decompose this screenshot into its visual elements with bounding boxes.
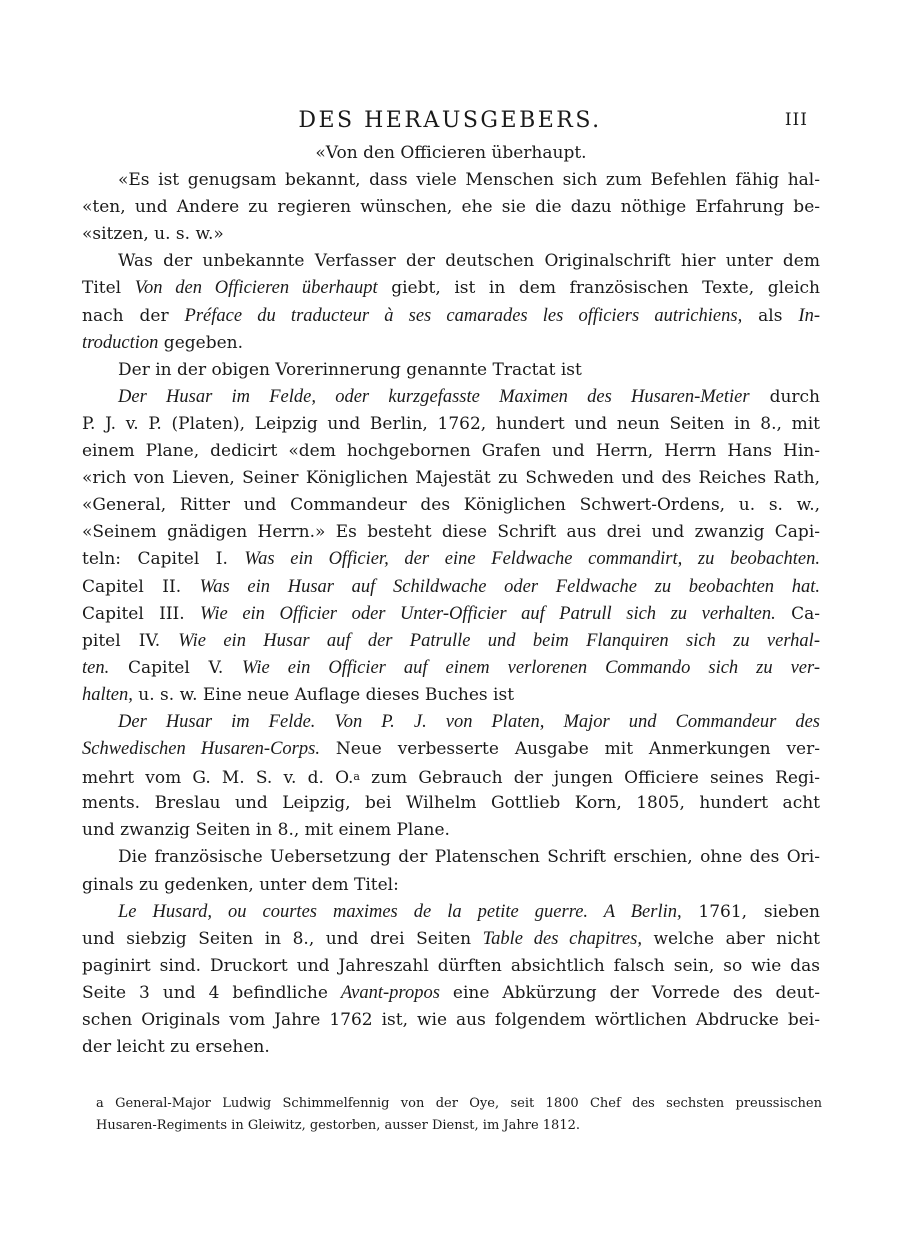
text-line: ments. Breslau und Leipzig, bei Wilhelm Gottlieb Korn, 1805, hundert acht bbox=[82, 793, 820, 814]
running-title: DES HERAUSGEBERS. bbox=[298, 108, 602, 133]
footnotes bbox=[96, 1093, 822, 1137]
text-line: paginirt sind. Druckort und Jahreszahl dürften absichtlich falsch sein, so wie das bbox=[82, 955, 820, 976]
text-line bbox=[82, 303, 820, 330]
text-span: Titel bbox=[82, 278, 135, 299]
text-line: Die französische Uebersetzung der Platenschen Schrift erschien, ohne des Ori- bbox=[118, 847, 820, 868]
footnote-marker: a bbox=[353, 770, 360, 784]
text-line: «rich von Lieven, Seiner Königlichen Majestät zu Schweden und des Reiches Rath, bbox=[82, 468, 820, 489]
text-line: «Es ist genugsam bekannt, dass viele Menschen sich zum Befehlen fähig hal- bbox=[118, 170, 820, 191]
text-span: gegeben. bbox=[158, 332, 243, 353]
italic-text: Wie ein Officier oder Unter-Officier auf Patrull sich zu verhalten. bbox=[200, 603, 776, 624]
text-span: teln: Capitel I. bbox=[82, 549, 245, 570]
italic-text: Schwedischen Husaren-Corps. bbox=[82, 739, 320, 760]
text-line: «Von den Officieren überhaupt. bbox=[315, 143, 587, 163]
text-line: ginals zu gedenken, unter dem Titel: bbox=[82, 874, 399, 895]
text-span: und siebzig Seiten in 8., und drei Seiten bbox=[82, 928, 483, 949]
text-span: Capitel V. bbox=[109, 657, 243, 678]
text-span: Neue verbesserte Ausgabe mit Anmerkungen ver- bbox=[319, 739, 820, 760]
text-span: Capitel II. bbox=[82, 576, 200, 597]
text-line bbox=[82, 763, 820, 790]
italic-text: Wie ein Officier auf einem verlorenen Commando sich zu ver- bbox=[242, 657, 820, 678]
text-line bbox=[82, 980, 820, 1007]
running-header bbox=[0, 104, 900, 138]
text-line bbox=[82, 275, 820, 302]
page-number: III bbox=[784, 110, 808, 130]
italic-text: Wie ein Husar auf der Patrulle und beim Flanquiren sich zu verhal- bbox=[178, 630, 820, 651]
italic-text: Was ein Officier, der eine Feldwache commandirt, zu beobachten. bbox=[244, 549, 820, 570]
text-line bbox=[82, 899, 820, 926]
body-text bbox=[82, 140, 820, 1061]
text-span: durch bbox=[749, 386, 820, 407]
text-span: u. s. w. Eine neue Auflage dieses Buches ist bbox=[132, 684, 515, 705]
text-span: pitel IV. bbox=[82, 630, 179, 651]
text-line bbox=[82, 655, 820, 682]
text-line bbox=[82, 682, 820, 709]
text-span: 1761, sieben bbox=[681, 901, 820, 922]
text-line bbox=[82, 926, 820, 953]
text-line: Der in der obigen Vorerinnerung genannte Tractat ist bbox=[118, 359, 582, 380]
text-span: welche aber nicht bbox=[641, 928, 820, 949]
text-line: «General, Ritter und Commandeur des Königlichen Schwert-Ordens, u. s. w., bbox=[82, 495, 820, 516]
footnote-line: Husaren-Regiments in Gleiwitz, gestorben, ausser Dienst, im Jahre 1812. bbox=[96, 1118, 580, 1133]
text-span: als bbox=[742, 305, 799, 326]
italic-text: Der Husar im Felde, oder kurzgefasste Maximen des Husaren-Metier bbox=[118, 386, 750, 407]
text-line: «ten, und Andere zu regieren wünschen, ehe sie die dazu nöthige Erfahrung be- bbox=[82, 197, 820, 218]
italic-text: Préface du traducteur à ses camarades les officiers autrichiens, bbox=[184, 305, 743, 326]
text-line bbox=[82, 330, 820, 357]
text-span: zum Gebrauch der jungen Officiere seines Regi- bbox=[359, 768, 820, 789]
text-line: einem Plane, dedicirt «dem hochgebornen Grafen und Herrn, Herrn Hans Hin- bbox=[82, 441, 820, 462]
text-line bbox=[82, 574, 820, 601]
text-line: «Seinem gnädigen Herrn.» Es besteht diese Schrift aus drei und zwanzig Capi- bbox=[82, 522, 820, 543]
text-span: eine Abkürzung der Vorrede des deut- bbox=[439, 982, 820, 1003]
text-line bbox=[82, 601, 820, 628]
text-span: Ca- bbox=[775, 603, 821, 624]
text-line: und zwanzig Seiten in 8., mit einem Plane. bbox=[82, 820, 450, 841]
text-line: P. J. v. P. (Platen), Leipzig und Berlin, 1762, hundert und neun Seiten in 8., mit bbox=[82, 413, 820, 434]
italic-text: ten. bbox=[82, 657, 110, 678]
italic-text: halten, bbox=[82, 684, 133, 705]
text-span: mehrt vom G. M. S. v. d. O. bbox=[82, 768, 354, 789]
text-span: nach der bbox=[82, 305, 185, 326]
italic-text: Table des chapitres, bbox=[482, 928, 642, 949]
italic-text: In- bbox=[798, 305, 820, 326]
text-line bbox=[82, 384, 820, 411]
text-line bbox=[82, 628, 820, 655]
italic-text: Le Husard, ou courtes maximes de la petite guerre. A Berlin, bbox=[118, 901, 682, 922]
italic-text: Von den Officieren überhaupt bbox=[134, 278, 378, 299]
italic-text: Der Husar im Felde. Von P. J. von Platen, Major und Commandeur des bbox=[118, 711, 820, 732]
text-line bbox=[82, 709, 820, 736]
text-line: schen Originals vom Jahre 1762 ist, wie aus folgendem wörtlichen Abdrucke bei- bbox=[82, 1010, 820, 1030]
italic-text: Was ein Husar auf Schildwache oder Feldwache zu beobachten hat. bbox=[199, 576, 820, 597]
footnote-line: a General-Major Ludwig Schimmelfennig von der Oye, seit 1800 Chef des sechsten preussischen bbox=[96, 1096, 822, 1111]
text-line bbox=[82, 736, 820, 763]
italic-text: troduction bbox=[82, 332, 159, 353]
italic-text: Avant-propos bbox=[340, 982, 440, 1003]
text-span: giebt, ist in dem französischen Texte, gleich bbox=[377, 278, 821, 299]
text-span: Capitel III. bbox=[82, 603, 201, 624]
text-line: Was der unbekannte Verfasser der deutschen Originalschrift hier unter dem bbox=[118, 251, 820, 272]
text-line: der leicht zu ersehen. bbox=[82, 1037, 270, 1058]
text-line: «sitzen, u. s. w.» bbox=[82, 224, 224, 245]
text-span: Seite 3 und 4 befindliche bbox=[82, 982, 341, 1003]
text-line bbox=[82, 546, 820, 573]
